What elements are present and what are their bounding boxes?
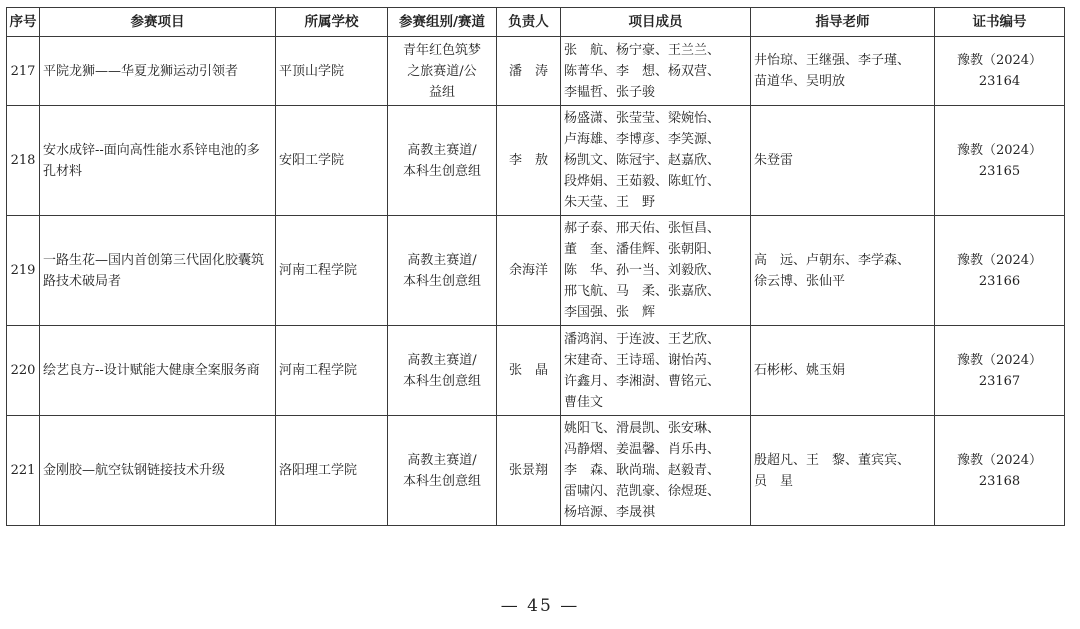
table-header-row [7, 8, 1065, 37]
certificate-number: 豫教（2024）23166 [935, 216, 1065, 326]
header-certificate: 证书编号 [935, 8, 1065, 37]
awards-table [6, 7, 1065, 526]
table-row [7, 326, 1065, 416]
project-name: 安水成锌--面向高性能水系锌电池的多孔材料 [40, 106, 276, 216]
project-leader: 张景翔 [497, 416, 561, 526]
project-leader: 潘 涛 [497, 37, 561, 106]
header-group: 参赛组别/赛道 [388, 8, 497, 37]
advisors: 朱登雷 [751, 106, 935, 216]
project-name: 金刚胶—航空钛钢链接技术升级 [40, 416, 276, 526]
row-index: 218 [7, 106, 40, 216]
school-name: 安阳工学院 [276, 106, 388, 216]
project-leader: 李 敖 [497, 106, 561, 216]
competition-group: 高教主赛道/ 本科生创意组 [388, 326, 497, 416]
school-name: 洛阳理工学院 [276, 416, 388, 526]
page-number: — 45 — [500, 596, 580, 616]
certificate-number: 豫教（2024）23164 [935, 37, 1065, 106]
project-members: 郝子泰、邢天佑、张恒昌、 董 奎、潘佳辉、张朝阳、 陈 华、孙一当、刘毅欣、 邢飞航、马 柔、张嘉欣、 李国强、张 辉 [561, 216, 751, 326]
header-leader: 负责人 [497, 8, 561, 37]
table-row [7, 216, 1065, 326]
advisors: 石彬彬、姚玉娟 [751, 326, 935, 416]
competition-group: 青年红色筑梦 之旅赛道/公 益组 [388, 37, 497, 106]
table-row [7, 106, 1065, 216]
table-row [7, 416, 1065, 526]
competition-group: 高教主赛道/ 本科生创意组 [388, 106, 497, 216]
project-members: 姚阳飞、滑晨凯、张安琳、 冯静熠、姜温馨、肖乐冉、 李 森、耿尚瑞、赵毅青、 雷啸闪、范凯豪、徐煜珽、 杨培源、李晟祺 [561, 416, 751, 526]
project-leader: 余海洋 [497, 216, 561, 326]
row-index: 220 [7, 326, 40, 416]
project-members: 潘鸿润、于连波、王艺欣、 宋建奇、王诗瑶、谢怡芮、 许鑫月、李湘澍、曹铭元、 曹佳文 [561, 326, 751, 416]
certificate-number: 豫教（2024）23165 [935, 106, 1065, 216]
certificate-number: 豫教（2024）23168 [935, 416, 1065, 526]
advisors: 殷超凡、王 黎、董宾宾、 员 星 [751, 416, 935, 526]
row-index: 221 [7, 416, 40, 526]
school-name: 河南工程学院 [276, 326, 388, 416]
row-index: 219 [7, 216, 40, 326]
project-name: 绘艺良方--设计赋能大健康全案服务商 [40, 326, 276, 416]
certificate-number: 豫教（2024）23167 [935, 326, 1065, 416]
project-members: 杨盛潇、张莹莹、梁婉怡、 卢海雄、李博彦、李笑源、 杨凯文、陈冠宇、赵嘉欣、 段烨娟、王茹毅、陈虹竹、 朱天莹、王 野 [561, 106, 751, 216]
project-leader: 张 晶 [497, 326, 561, 416]
project-name: 平院龙狮——华夏龙狮运动引领者 [40, 37, 276, 106]
header-school: 所属学校 [276, 8, 388, 37]
header-project: 参赛项目 [40, 8, 276, 37]
table-row [7, 37, 1065, 106]
project-name: 一路生花—国内首创第三代固化胶囊筑路技术破局者 [40, 216, 276, 326]
competition-group: 高教主赛道/ 本科生创意组 [388, 416, 497, 526]
project-members: 张 航、杨宁豪、王兰兰、 陈菁华、李 想、杨双营、 李韫哲、张子骏 [561, 37, 751, 106]
header-members: 项目成员 [561, 8, 751, 37]
school-name: 平顶山学院 [276, 37, 388, 106]
competition-group: 高教主赛道/ 本科生创意组 [388, 216, 497, 326]
advisors: 高 远、卢朝东、李学森、 徐云博、张仙平 [751, 216, 935, 326]
school-name: 河南工程学院 [276, 216, 388, 326]
header-index: 序号 [7, 8, 40, 37]
row-index: 217 [7, 37, 40, 106]
advisors: 井怡琼、王继强、李子瑾、 苗道华、吴明放 [751, 37, 935, 106]
header-teachers: 指导老师 [751, 8, 935, 37]
